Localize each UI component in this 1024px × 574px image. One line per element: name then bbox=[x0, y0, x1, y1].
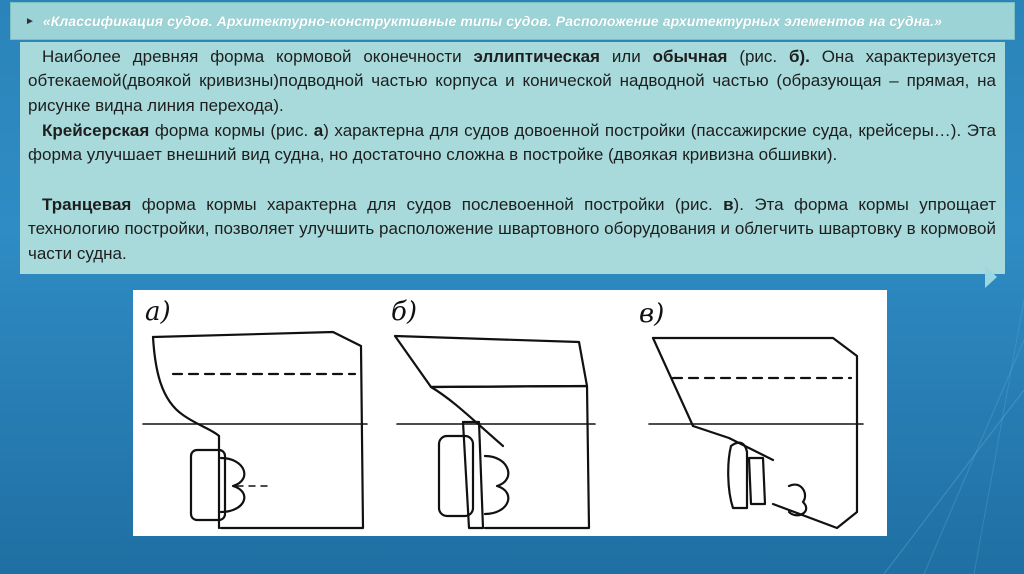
figure-label-c: в) bbox=[639, 299, 665, 329]
p1-text-3: (рис. bbox=[727, 47, 789, 66]
figure-label-b: б) bbox=[391, 297, 418, 327]
p3-text-1: форма кормы характерна для судов послевоенной постройки (рис. bbox=[131, 195, 724, 214]
title-bullet-icon: ► bbox=[25, 15, 35, 27]
stern-drawing-a-cruiser bbox=[143, 332, 367, 528]
paragraph-elliptical-stern bbox=[28, 45, 996, 118]
figure-label-a: а) bbox=[145, 297, 171, 327]
p3-bold-fig-ref: в bbox=[723, 195, 734, 214]
stern-shapes-figure bbox=[133, 290, 887, 536]
p1-bold-ordinary: обычная bbox=[652, 47, 728, 66]
text-content-box bbox=[20, 42, 1005, 274]
p1-text-4: Она характеризуется обтекаемой(двоякой кривизны)подводной частью корпуса и конической надводной частью (образующая – прямая, на рисунке видна линия перехода). bbox=[28, 47, 997, 115]
p1-bold-fig-ref: б). bbox=[788, 47, 810, 66]
p3-text-2: ). Эта форма кормы упрощает технологию постройки, позволяет улучшить расположение швартовного оборудования и облегчить швартовку в кормовой части судна. bbox=[28, 195, 997, 263]
slide-title: «Классификация судов. Архитектурно-конструктивные типы судов. Расположение архитектурных элементов на судна.» bbox=[42, 13, 943, 29]
slide-arrow-icon bbox=[985, 266, 997, 288]
p2-text-2: ) характерна для судов довоенной постройки (пассажирские суда, крейсеры…). Эта форма улучшает внешний вид судна, но достаточно сложна в постройке (двоякая кривизна обшивки). bbox=[28, 121, 996, 165]
p2-bold-cruiser: Крейсерская bbox=[42, 121, 150, 140]
stern-drawing-b-elliptical bbox=[395, 336, 595, 528]
p1-text-1: Наиболее древняя форма кормовой оконечности bbox=[42, 47, 474, 66]
p2-text-1: форма кормы (рис. bbox=[149, 121, 314, 140]
stern-shapes-drawing bbox=[133, 290, 887, 536]
stern-drawing-c-transom bbox=[649, 338, 863, 528]
slide-title-bar bbox=[10, 2, 1015, 40]
p1-bold-elliptical: эллиптическая bbox=[473, 47, 600, 66]
paragraph-cruiser-stern bbox=[28, 119, 996, 168]
p2-bold-fig-ref: а bbox=[313, 121, 324, 140]
p1-text-2: или bbox=[599, 47, 653, 66]
p3-bold-transom: Транцевая bbox=[42, 195, 132, 214]
paragraph-transom-stern bbox=[28, 193, 996, 266]
